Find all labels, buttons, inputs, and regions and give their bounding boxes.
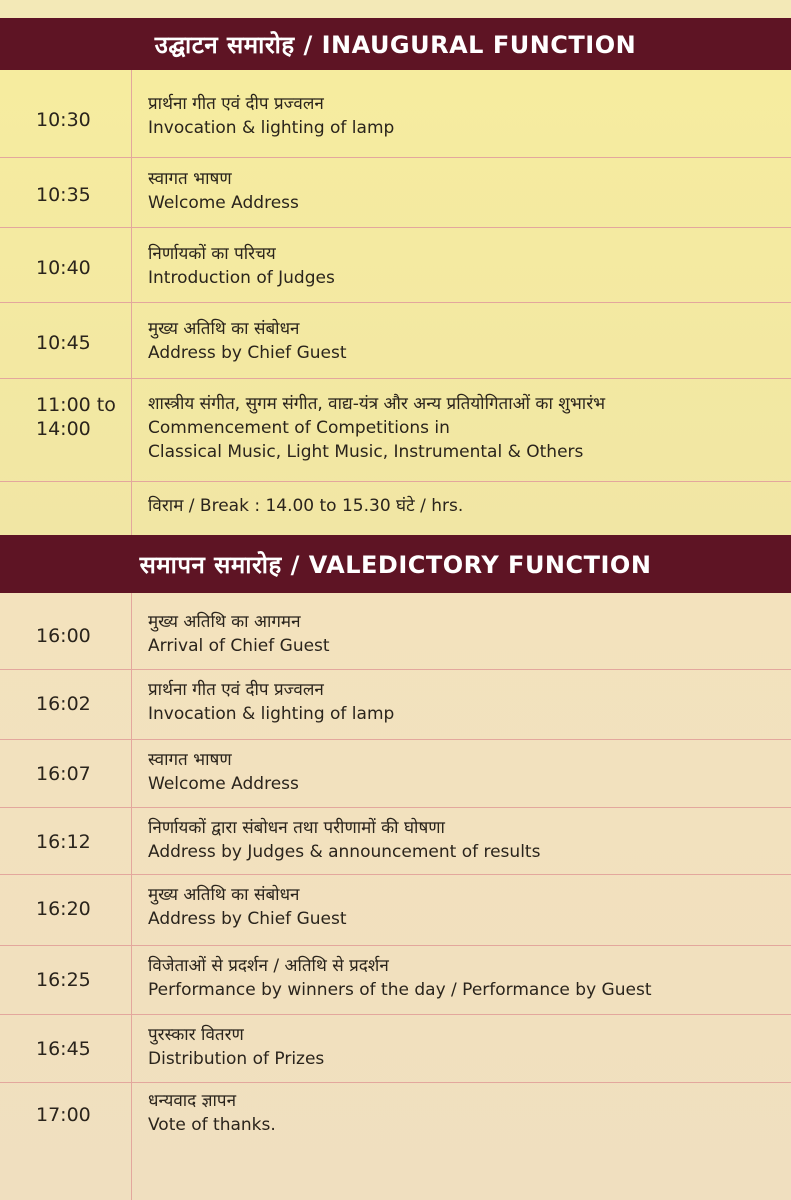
time-label: 16:02	[36, 693, 91, 715]
inaugural-title: उद्घाटन समारोह / INAUGURAL FUNCTION	[154, 30, 637, 59]
break-row	[0, 482, 791, 535]
time-label: 14:00	[36, 418, 91, 440]
english-label: Classical Music, Light Music, Instrumental & Others	[148, 442, 584, 462]
time-label: 10:30	[36, 109, 91, 131]
hindi-label: निर्णायकों का परिचय	[148, 244, 276, 264]
schedule-row	[0, 158, 791, 228]
schedule-row	[0, 875, 791, 946]
schedule-row	[0, 946, 791, 1015]
english-label: Commencement of Competitions in	[148, 418, 450, 438]
inaugural-header	[0, 18, 791, 70]
time-label: 11:00 to	[36, 394, 116, 416]
hindi-label: निर्णायकों द्वारा संबोधन तथा परीणामों की घोषणा	[148, 818, 445, 838]
time-label: 16:00	[36, 625, 91, 647]
schedule-row	[0, 1083, 791, 1200]
hindi-label: स्वागत भाषण	[148, 169, 232, 189]
english-label: Welcome Address	[148, 193, 299, 213]
time-label: 10:45	[36, 332, 91, 354]
break-label: विराम / Break : 14.00 to 15.30 घंटे / hrs.	[148, 496, 464, 516]
time-label: 17:00	[36, 1104, 91, 1126]
english-label: Address by Chief Guest	[148, 909, 347, 929]
hindi-label: धन्यवाद ज्ञापन	[148, 1091, 237, 1111]
schedule-row	[0, 808, 791, 875]
english-label: Vote of thanks.	[148, 1115, 276, 1135]
schedule-row	[0, 593, 791, 670]
time-label: 16:12	[36, 831, 91, 853]
english-label: Address by Judges & announcement of results	[148, 842, 541, 862]
english-label: Performance by winners of the day / Performance by Guest	[148, 980, 652, 1000]
english-label: Invocation & lighting of lamp	[148, 704, 395, 724]
english-label: Arrival of Chief Guest	[148, 636, 330, 656]
time-label: 16:20	[36, 898, 91, 920]
hindi-label: स्वागत भाषण	[148, 750, 232, 770]
schedule-row	[0, 303, 791, 379]
valedictory-header	[0, 535, 791, 593]
time-label: 16:45	[36, 1038, 91, 1060]
schedule-row	[0, 228, 791, 303]
valedictory-section	[0, 593, 791, 1200]
hindi-label: विजेताओं से प्रदर्शन / अतिथि से प्रदर्शन	[148, 956, 389, 976]
schedule-row	[0, 379, 791, 482]
english-label: Invocation & lighting of lamp	[148, 118, 395, 138]
time-label: 10:35	[36, 184, 91, 206]
schedule-row	[0, 740, 791, 808]
hindi-label: मुख्य अतिथि का संबोधन	[148, 319, 300, 339]
inaugural-section	[0, 70, 791, 535]
time-label: 10:40	[36, 257, 91, 279]
hindi-label: मुख्य अतिथि का आगमन	[148, 612, 301, 632]
time-label: 16:25	[36, 969, 91, 991]
hindi-label: मुख्य अतिथि का संबोधन	[148, 885, 300, 905]
schedule-row	[0, 70, 791, 158]
english-label: Distribution of Prizes	[148, 1049, 325, 1069]
schedule-row	[0, 1015, 791, 1083]
schedule-row	[0, 670, 791, 740]
english-label: Introduction of Judges	[148, 268, 335, 288]
hindi-label: पुरस्कार वितरण	[148, 1025, 244, 1045]
hindi-label: शास्त्रीय संगीत, सुगम संगीत, वाद्य-यंत्र और अन्य प्रतियोगिताओं का शुभारंभ	[148, 394, 606, 414]
time-label: 16:07	[36, 763, 91, 785]
hindi-label: प्रार्थना गीत एवं दीप प्रज्वलन	[148, 94, 324, 114]
english-label: Welcome Address	[148, 774, 299, 794]
hindi-label: प्रार्थना गीत एवं दीप प्रज्वलन	[148, 680, 324, 700]
english-label: Address by Chief Guest	[148, 343, 347, 363]
valedictory-title: समापन समारोह / VALEDICTORY FUNCTION	[139, 550, 652, 579]
